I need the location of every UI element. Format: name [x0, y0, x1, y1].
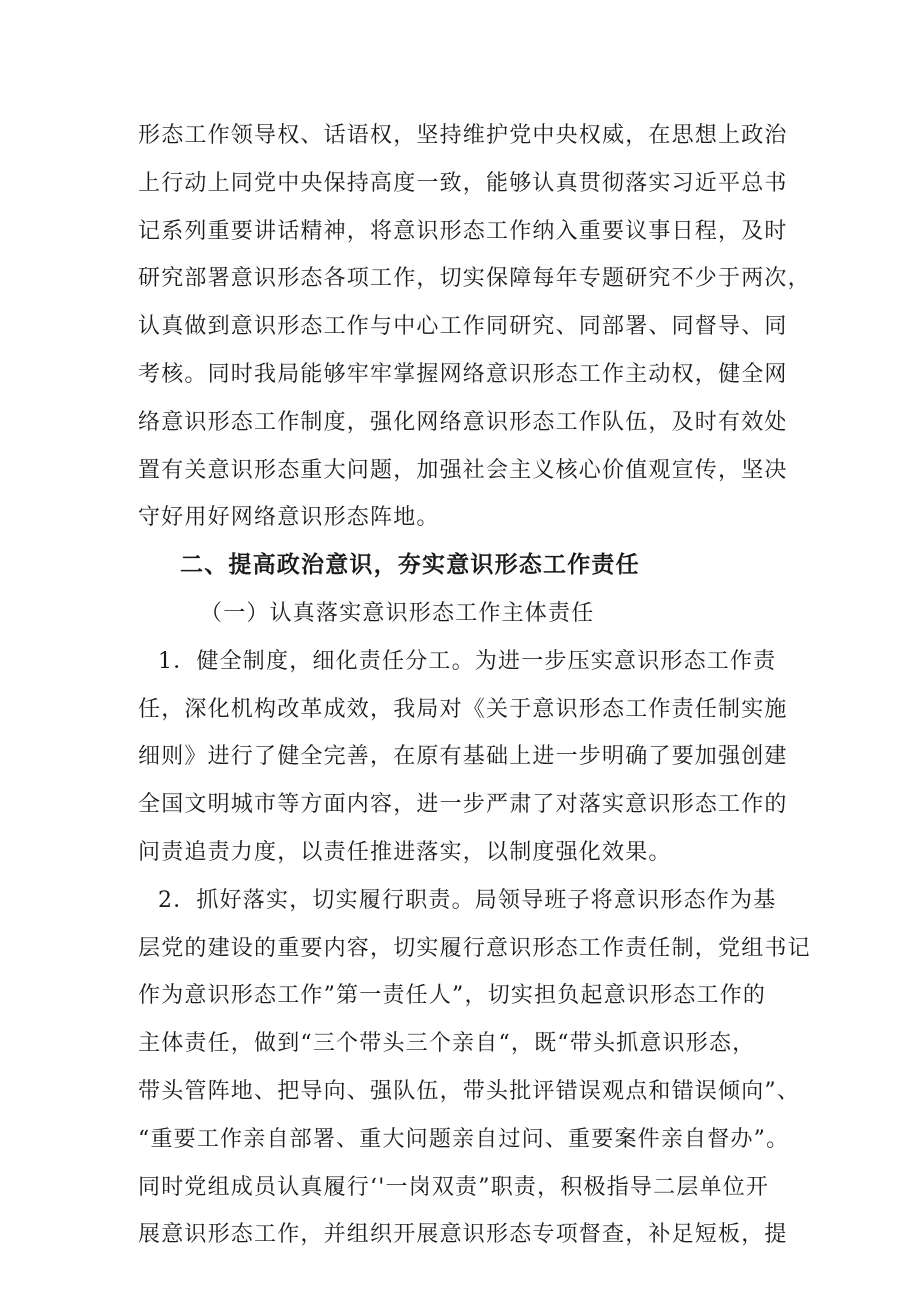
paragraph-line: “重要工作亲自部署、重大问题亲自过问、重要案件亲自督办”。	[138, 1126, 790, 1152]
paragraph-line: 守好用好网络意识形态阵地。	[138, 505, 440, 531]
paragraph-line: 形态工作领导权、话语权，坚持维护党中央权威，在思想上政治	[138, 123, 788, 148]
subsection-heading: （一）认真落实意识形态工作主体责任	[200, 600, 595, 626]
paragraph-line: 任，深化机构改革成效，我局对《关于意识形态工作责任制实施	[138, 696, 788, 722]
paragraph-line: 作为意识形态工作”第一责任人”，切实担负起意识形态工作的	[138, 983, 767, 1009]
paragraph-line: 记系列重要讲话精神，将意识形态工作纳入重要议事日程，及时	[138, 218, 788, 244]
paragraph-line: 细则》进行了健全完善，在原有基础上进一步明确了要加强创建	[138, 744, 788, 770]
section-heading: 二、提高政治意识，夯实意识形态工作责任	[180, 552, 640, 579]
paragraph-line: 研究部署意识形态各项工作，切实保障每年专题研究不少于两次，	[138, 266, 811, 292]
paragraph-line: 主体责任，做到“三个带头三个亲自“，既“带头抓意识形态，	[138, 1031, 756, 1057]
paragraph-line: 上行动上同党中央保持高度一致，能够认真贯彻落实习近平总书	[138, 170, 788, 196]
paragraph-line: 同时党组成员认真履行‘'一岗双责”职责，积极指导二层单位开	[138, 1174, 770, 1200]
paragraph-line: 考核。同时我局能够牢牢掌握网络意识形态工作主动权，健全网	[138, 361, 788, 387]
paragraph-line: 展意识形态工作，并组织开展意识形态专项督查，补足短板，提	[138, 1222, 788, 1248]
paragraph-line: 络意识形态工作制度，强化网络意识形态工作队伍，及时有效处	[138, 409, 788, 435]
paragraph-line: 置有关意识形态重大问题，加强社会主义核心价值观宣传，坚决	[138, 457, 788, 483]
paragraph-line: 层党的建设的重要内容，切实履行意识形态工作责任制，党组书记	[138, 935, 811, 961]
paragraph-line: 全国文明城市等方面内容，进一步严肃了对落实意识形态工作的	[138, 792, 788, 818]
document-body	[138, 112, 811, 1259]
paragraph-line: 2．抓好落实，切实履行职责。局领导班子将意识形态作为基	[158, 887, 777, 913]
paragraph-line: 认真做到意识形态工作与中心工作同研究、同部署、同督导、同	[138, 314, 788, 340]
paragraph-line: 带头管阵地、把导向、强队伍，带头批评错误观点和错误倾向”、	[138, 1078, 801, 1104]
paragraph-line: 1．健全制度，细化责任分工。为进一步压实意识形态工作责	[158, 648, 777, 674]
paragraph-line: 问责追责力度，以责任推进落实，以制度强化效果。	[138, 839, 672, 865]
